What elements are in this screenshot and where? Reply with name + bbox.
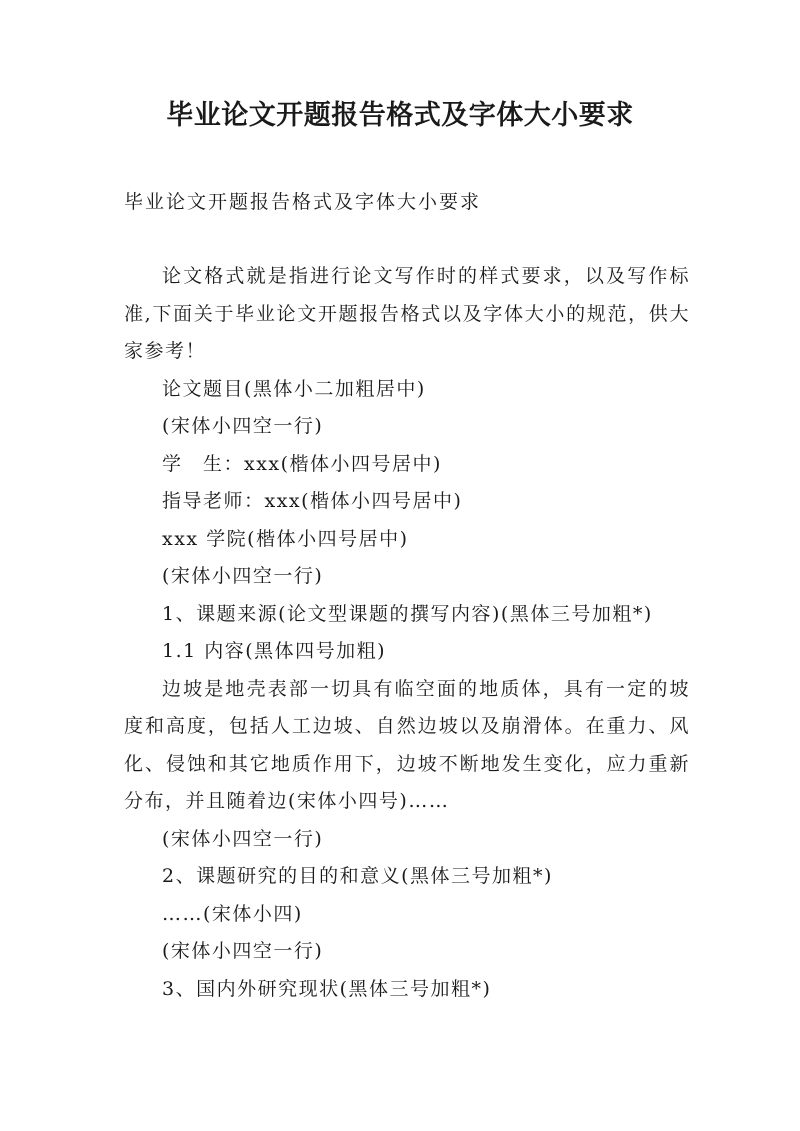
text-line: (宋体小四空一行) xyxy=(162,565,324,587)
text-line: 论文题目(黑体小二加粗居中) xyxy=(162,377,426,400)
section-heading: 3、国内外研究现状(黑体三号加粗*) xyxy=(162,977,492,1000)
text-line: (宋体小四空一行) xyxy=(162,940,324,962)
document-body xyxy=(124,258,690,1008)
section-heading: 2、课题研究的目的和意义(黑体三号加粗*) xyxy=(162,865,553,887)
text-line: (宋体小四空一行) xyxy=(162,827,324,850)
section-heading: 1、课题来源(论文型课题的撰写内容)(黑体三号加粗*) xyxy=(162,602,653,625)
text-line: ……(宋体小四) xyxy=(162,902,303,925)
text-line: xxx 学院(楷体小四号居中) xyxy=(162,527,409,550)
subsection-heading: 1.1 内容(黑体四号加粗) xyxy=(162,640,387,662)
intro-paragraph: 论文格式就是指进行论文写作时的样式要求，以及写作标准,下面关于毕业论文开题报告格式以及字体大小的规范，供大家参考！ xyxy=(124,265,690,362)
text-line: (宋体小四空一行) xyxy=(162,415,324,437)
document-subtitle: 毕业论文开题报告格式及字体大小要求 xyxy=(124,191,482,213)
text-line: 指导老师：xxx(楷体小四号居中) xyxy=(162,490,463,512)
body-paragraph: 边坡是地壳表部一切具有临空面的地质体，具有一定的坡度和高度，包括人工边坡、自然边坡以及崩滑体。在重力、风化、侵蚀和其它地质作用下，边坡不断地发生变化，应力重新分布，并且随着边(宋体小四号)…… xyxy=(124,677,690,812)
text-line: 学 生：xxx(楷体小四号居中) xyxy=(162,452,442,475)
document-title: 毕业论文开题报告格式及字体大小要求 xyxy=(166,100,634,131)
